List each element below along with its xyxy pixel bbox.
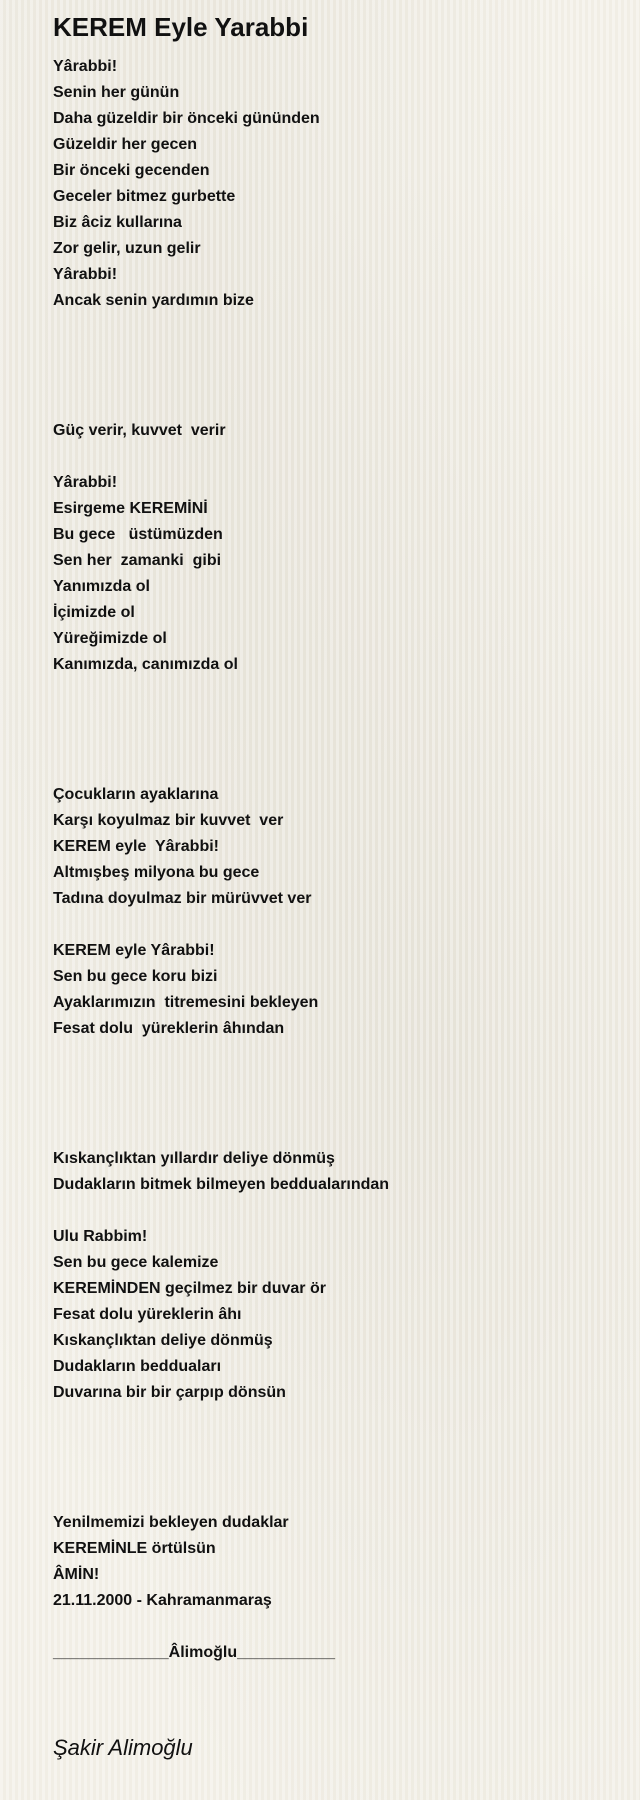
poem-line: Güzeldir her gecen	[53, 136, 198, 153]
poem-line: İçimizde ol	[53, 604, 135, 621]
poem-line: KEREM eyle Yârabbi!	[53, 942, 215, 959]
poem-line: Sen bu gece koru bizi	[53, 968, 218, 985]
poem-line: Altmışbeş milyona bu gece	[53, 864, 260, 881]
poem-line	[53, 1458, 613, 1484]
poem-line: Dudakların bedduaları	[53, 1358, 222, 1375]
poem-line: Biz âciz kullarına	[53, 214, 182, 231]
poem-line: Yanımızda ol	[53, 578, 150, 595]
poem-line: Karşı koyulmaz bir kuvvet ver	[53, 812, 284, 829]
poem-line: Tadına doyulmaz bir mürüvvet ver	[53, 890, 312, 907]
poem-line: Kanımızda, canımızda ol	[53, 656, 238, 673]
poem-line: KEREM eyle Yârabbi!	[53, 838, 219, 855]
poem-line: Yüreğimizde ol	[53, 630, 167, 647]
poem-line	[53, 392, 613, 418]
poem-line: Ancak senin yardımın bize	[53, 292, 254, 309]
poem-line: Ulu Rabbim!	[53, 1228, 148, 1245]
poem-line: Bu gece üstümüzden	[53, 526, 223, 543]
poem-line	[53, 1120, 613, 1146]
poem-line: 21.11.2000 - Kahramanmaraş	[53, 1592, 272, 1609]
poem-line: Kıskançlıktan deliye dönmüş	[53, 1332, 273, 1349]
poem-line: Sen bu gece kalemize	[53, 1254, 219, 1271]
poem-line	[53, 912, 613, 938]
poem-line	[53, 1042, 613, 1068]
poem-line: Sen her zamanki gibi	[53, 552, 222, 569]
poem-line: _____________Âlimoğlu___________	[53, 1644, 335, 1661]
poem-line	[53, 678, 613, 704]
poem-line: Daha güzeldir bir önceki gününden	[53, 110, 320, 127]
poem-line	[53, 1614, 613, 1640]
poem-line: Esirgeme KEREMİNİ	[53, 500, 208, 517]
poem-line: Çocukların ayaklarına	[53, 786, 219, 803]
poem-author: Şakir Alimoğlu	[53, 1735, 193, 1760]
poem-line	[53, 366, 613, 392]
poem-line: Dudakların bitmek bilmeyen beddualarından	[53, 1176, 390, 1193]
poem-line	[53, 1406, 613, 1432]
poem-line	[53, 444, 613, 470]
poem-line: Senin her günün	[53, 84, 180, 101]
poem-line: Fesat dolu yüreklerin âhı	[53, 1306, 242, 1323]
poem-line	[53, 314, 613, 340]
poem-title: KEREM Eyle Yarabbi	[53, 12, 309, 42]
poem-line: Güç verir, kuvvet verir	[53, 422, 226, 439]
poem-line: KEREMİNLE örtülsün	[53, 1540, 216, 1557]
poem-line	[53, 704, 613, 730]
poem-line: Geceler bitmez gurbette	[53, 188, 236, 205]
poem-line	[53, 1068, 613, 1094]
poem-line: ÂMİN!	[53, 1566, 100, 1583]
poem-body	[53, 54, 613, 1666]
poem-line: Ayaklarımızın titremesini bekleyen	[53, 994, 319, 1011]
poem-line: Duvarına bir bir çarpıp dönsün	[53, 1384, 286, 1401]
poem-line: Zor gelir, uzun gelir	[53, 240, 201, 257]
poem-line	[53, 1484, 613, 1510]
poem-line	[53, 1432, 613, 1458]
poem-line	[53, 756, 613, 782]
poem-line: Fesat dolu yüreklerin âhından	[53, 1020, 285, 1037]
poem	[53, 10, 613, 1666]
poem-line	[53, 1094, 613, 1120]
poem-line	[53, 730, 613, 756]
poem-line: KEREMİNDEN geçilmez bir duvar ör	[53, 1280, 326, 1297]
poem-line: Yârabbi!	[53, 474, 118, 491]
poem-line	[53, 340, 613, 366]
poem-line: Yârabbi!	[53, 58, 118, 75]
poem-line: Yârabbi!	[53, 266, 118, 283]
poem-line	[53, 1198, 613, 1224]
poem-line: Kıskançlıktan yıllardır deliye dönmüş	[53, 1150, 335, 1167]
poem-line: Bir önceki gecenden	[53, 162, 210, 179]
poem-line: Yenilmemizi bekleyen dudaklar	[53, 1514, 289, 1531]
